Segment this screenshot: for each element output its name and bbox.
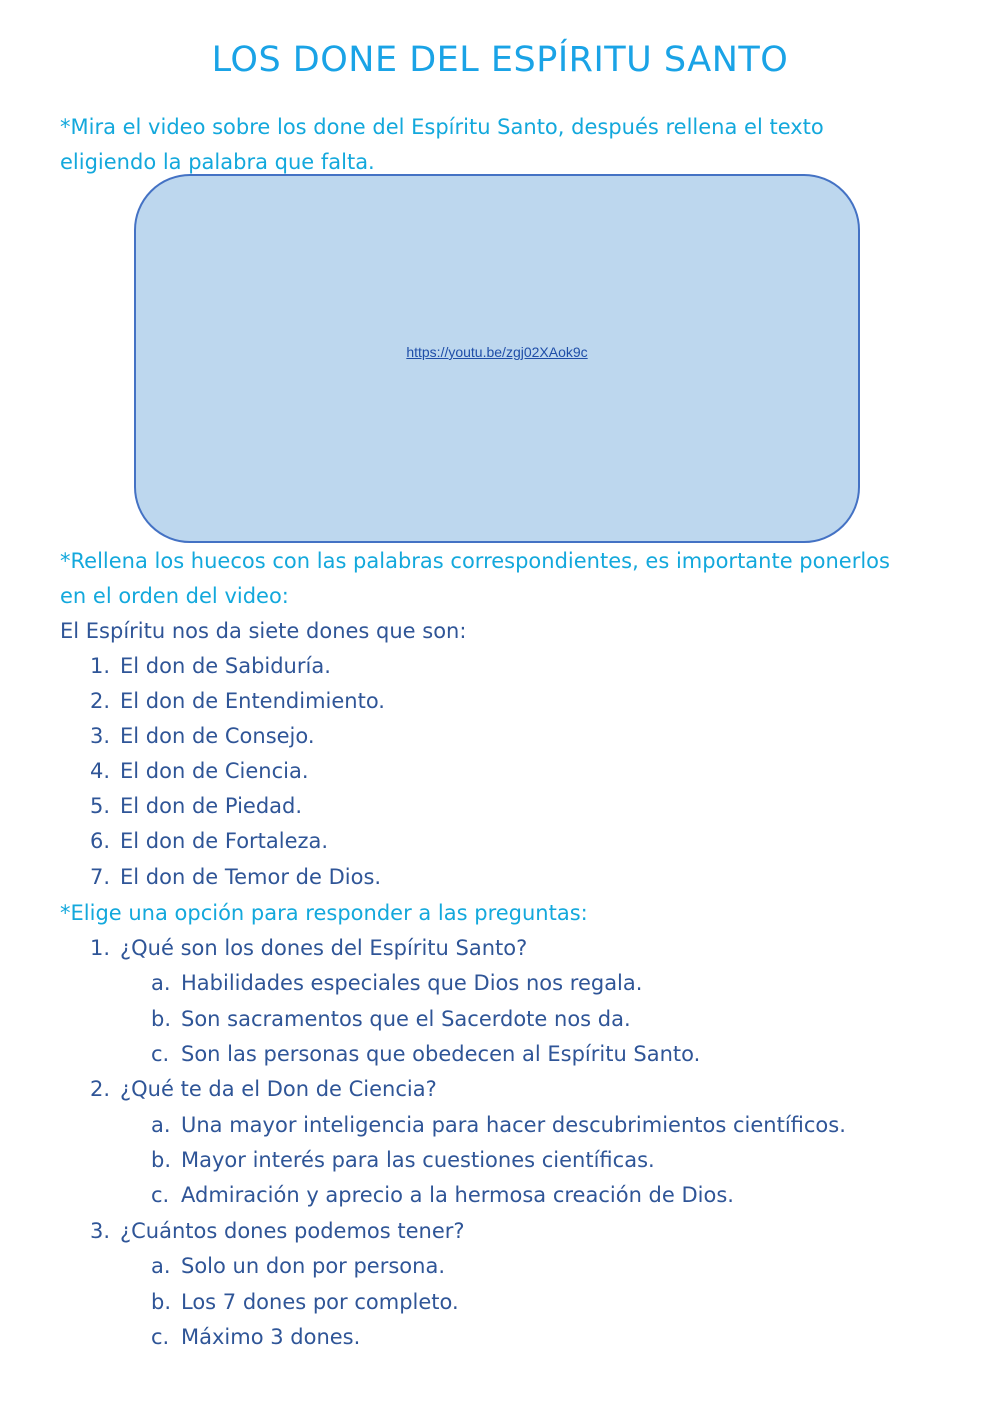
option-text: Habilidades especiales que Dios nos regala. — [181, 971, 643, 995]
quiz-option[interactable] — [151, 1037, 700, 1072]
intro-instruction-line-2: eligiendo la palabra que falta. — [60, 150, 375, 174]
question-number: 3. — [90, 1219, 111, 1243]
video-box[interactable] — [134, 174, 860, 543]
option-text: Solo un don por persona. — [181, 1254, 446, 1278]
gift-item — [90, 860, 381, 895]
option-letter: c. — [151, 1325, 170, 1349]
video-link[interactable]: https://youtu.be/zgj02XAok9c — [406, 344, 588, 360]
gift-text: El don de Fortaleza. — [120, 829, 329, 853]
gift-number: 2. — [90, 689, 111, 713]
gift-text: El don de Entendimiento. — [120, 689, 385, 713]
gift-text: El don de Ciencia. — [120, 759, 309, 783]
quiz-question-2 — [90, 1072, 437, 1107]
gifts-lead: El Espíritu nos da siete dones que son: — [60, 619, 467, 643]
option-text: Los 7 dones por completo. — [181, 1290, 459, 1314]
question-text: ¿Cuántos dones podemos tener? — [120, 1219, 465, 1243]
gift-number: 4. — [90, 759, 111, 783]
gift-number: 1. — [90, 654, 111, 678]
gift-number: 5. — [90, 794, 111, 818]
gift-number: 6. — [90, 829, 111, 853]
intro-instruction-line-1: *Mira el video sobre los done del Espíritu Santo, después rellena el texto — [60, 115, 824, 139]
option-letter: b. — [151, 1290, 172, 1314]
question-text: ¿Qué te da el Don de Ciencia? — [120, 1077, 437, 1101]
gift-item — [90, 719, 315, 754]
option-letter: a. — [151, 971, 171, 995]
quiz-option[interactable] — [151, 1249, 445, 1284]
option-text: Máximo 3 dones. — [181, 1325, 361, 1349]
gift-item — [90, 824, 328, 859]
gift-item — [90, 789, 302, 824]
option-text: Son las personas que obedecen al Espíritu Santo. — [181, 1042, 701, 1066]
question-number: 2. — [90, 1077, 111, 1101]
quiz-option[interactable] — [151, 1143, 655, 1178]
option-letter: c. — [151, 1042, 170, 1066]
option-letter: b. — [151, 1007, 172, 1031]
quiz-option[interactable] — [151, 1002, 631, 1037]
quiz-question-1 — [90, 931, 527, 966]
gift-item — [90, 684, 385, 719]
gift-number: 7. — [90, 865, 111, 889]
option-letter: c. — [151, 1183, 170, 1207]
option-text: Admiración y aprecio a la hermosa creación de Dios. — [181, 1183, 734, 1207]
gift-text: El don de Sabiduría. — [120, 654, 331, 678]
option-text: Son sacramentos que el Sacerdote nos da. — [181, 1007, 631, 1031]
option-letter: a. — [151, 1113, 171, 1137]
quiz-question-3 — [90, 1214, 465, 1249]
gift-item — [90, 754, 309, 789]
gift-item — [90, 649, 331, 684]
quiz-option[interactable] — [151, 1178, 734, 1213]
page-title: LOS DONE DEL ESPÍRITU SANTO — [211, 40, 789, 80]
option-text: Mayor interés para las cuestiones científicas. — [181, 1148, 655, 1172]
gift-text: El don de Piedad. — [120, 794, 303, 818]
gift-text: El don de Temor de Dios. — [120, 865, 382, 889]
gift-text: El don de Consejo. — [120, 724, 315, 748]
fill-instruction-line-2: en el orden del video: — [60, 584, 289, 608]
gift-number: 3. — [90, 724, 111, 748]
quiz-instruction: *Elige una opción para responder a las preguntas: — [60, 901, 588, 925]
question-number: 1. — [90, 936, 111, 960]
option-text: Una mayor inteligencia para hacer descubrimientos científicos. — [181, 1113, 846, 1137]
option-letter: b. — [151, 1148, 172, 1172]
question-text: ¿Qué son los dones del Espíritu Santo? — [120, 936, 528, 960]
quiz-option[interactable] — [151, 1108, 846, 1143]
quiz-option[interactable] — [151, 1320, 360, 1355]
quiz-option[interactable] — [151, 1285, 459, 1320]
option-letter: a. — [151, 1254, 171, 1278]
fill-instruction-line-1: *Rellena los huecos con las palabras correspondientes, es importante ponerlos — [60, 549, 890, 573]
quiz-option[interactable] — [151, 966, 642, 1001]
